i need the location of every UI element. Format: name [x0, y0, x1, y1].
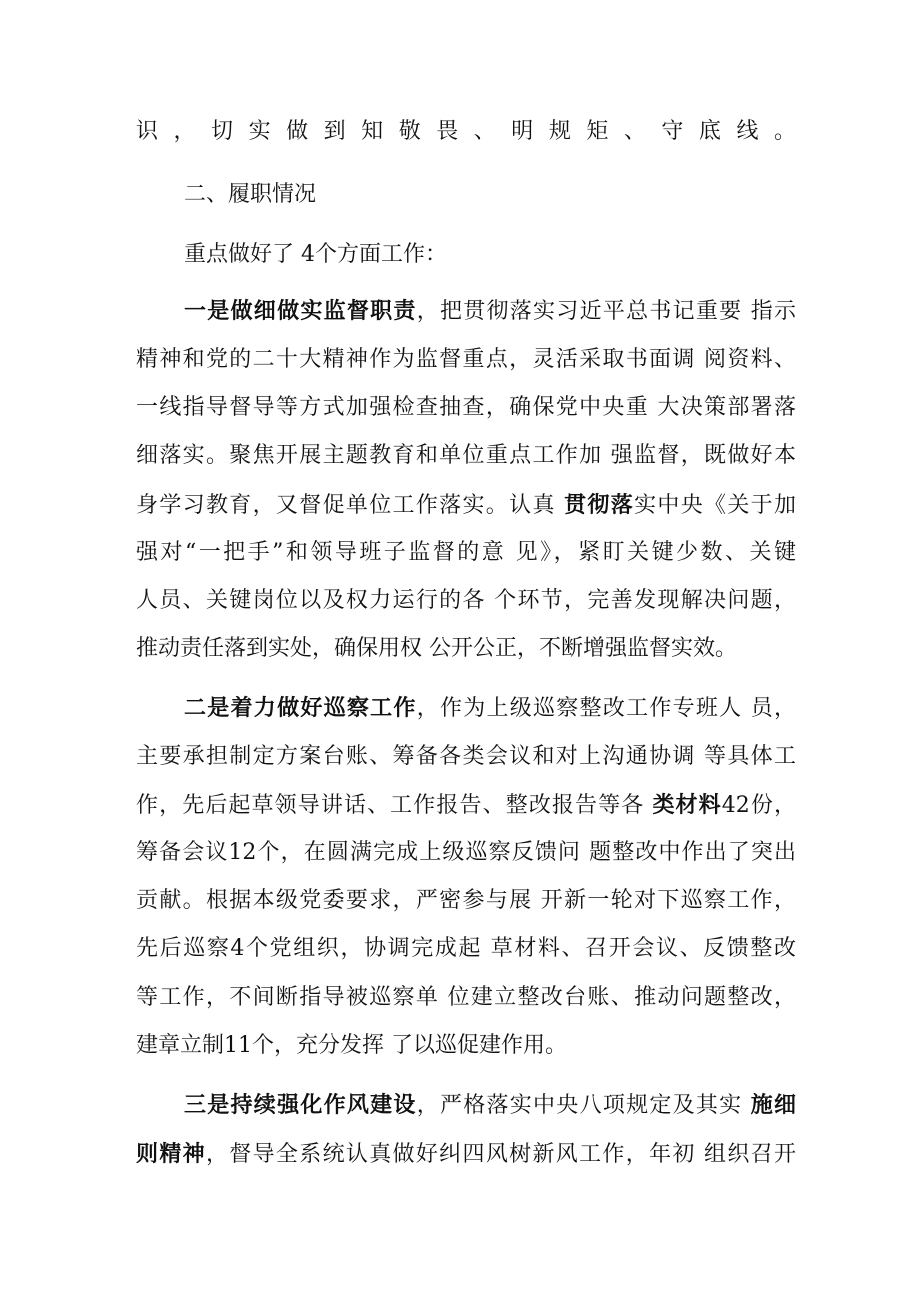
paragraph-2-line-5	[136, 886, 796, 916]
paragraph-1-line-5	[136, 490, 796, 521]
text-run: 推动责任落到实处，确保用权 公开公正，不断增强监督实效。	[136, 636, 737, 661]
text-run: 贡献。根据本级党委要求，严密参与展 开新一轮对下巡察工作，	[136, 888, 796, 913]
paragraph-1-line-2	[136, 345, 796, 375]
text-run: 建章立制11个，充分发挥 了以巡促建作用。	[136, 1033, 567, 1058]
paragraph-3-line-1	[184, 1090, 796, 1121]
paragraph-2-line-3	[136, 790, 796, 821]
paragraph-2-line-4	[136, 838, 796, 868]
paragraph-2-line-7	[136, 983, 796, 1013]
heading-text: 二、履职情况	[184, 182, 317, 207]
bold-run: 施细	[750, 1092, 796, 1118]
paragraph-1-line-7	[136, 586, 796, 616]
paragraph-1-lead: 一是做细做实监督职责	[184, 298, 417, 324]
text-run: 识，切实做到知敬畏、明规矩、守底线。	[136, 119, 796, 144]
text-run: ，督导全系统认真做好纠四风树新风工作，年初 组织召开	[205, 1142, 796, 1167]
paragraph-1-line-8	[136, 634, 796, 664]
paragraph-3-lead: 三是持续强化作风建设	[184, 1092, 417, 1118]
text-run: 42份，	[721, 793, 796, 818]
paragraph-3-line-2	[136, 1139, 796, 1170]
text-run: 细落实。聚焦开展主题教育和单位重点工作加 强监督，既做好本	[136, 443, 796, 468]
text-run: ，作为上级巡察整改工作专班人 员，	[416, 696, 796, 721]
text-run: ，把贯彻落实习近平总书记重要 指示	[416, 299, 796, 324]
paragraph-2-line-6	[136, 934, 796, 964]
paragraph-1-line-6	[136, 538, 796, 568]
text-run: 精神和党的二十大精神作为监督重点，灵活采取书面调 阅资料、	[136, 347, 796, 372]
text-run: 作，先后起草领导讲话、工作报告、整改报告等各	[136, 793, 653, 818]
text-run: 筹备会议12个，在圆满完成上级巡察反馈问 题整改中作出了突出	[136, 840, 796, 865]
text-run: 强对“一把手”和领导班子监督的意 见》，紧盯关键少数、关键	[136, 540, 796, 565]
paragraph-2-line-8	[136, 1031, 796, 1061]
text-run: ，严格落实中央八项规定及其实	[416, 1093, 751, 1118]
paragraph-1-line-4	[136, 441, 796, 471]
paragraph-2-line-1	[184, 693, 796, 724]
intro-text: 重点做好了 4个方面工作：	[184, 242, 447, 267]
paragraph-1-line-3	[136, 393, 796, 423]
intro-line	[184, 240, 796, 270]
bold-run: 则精神	[136, 1141, 206, 1167]
bold-run: 贯彻落	[564, 492, 635, 518]
text-run: 等工作，不间断指导被巡察单 位建立整改台账、推动问题整改，	[136, 985, 796, 1010]
paragraph-2-lead: 二是着力做好巡察工作	[184, 695, 417, 721]
text-run: 身学习教育，又督促单位工作落实。认真	[136, 493, 565, 518]
text-run: 实中央《关于加	[634, 493, 796, 518]
section-heading	[184, 180, 796, 210]
bold-run: 类材料	[652, 792, 722, 818]
text-run: 人员、关键岗位以及权力运行的各 个环节，完善发现解决问题，	[136, 588, 796, 613]
paragraph-1-line-1	[184, 296, 796, 327]
text-run: 先后巡察4个党组织，协调完成起 草材料、召开会议、反馈整改	[136, 936, 796, 961]
text-run: 一线指导督导等方式加强检查抽查，确保党中央重 大决策部署落	[136, 395, 796, 420]
text-run: 主要承担制定方案台账、筹备各类会议和对上沟通协调 等具体工	[136, 744, 796, 769]
paragraph-line	[136, 117, 796, 147]
paragraph-2-line-2	[136, 742, 796, 772]
